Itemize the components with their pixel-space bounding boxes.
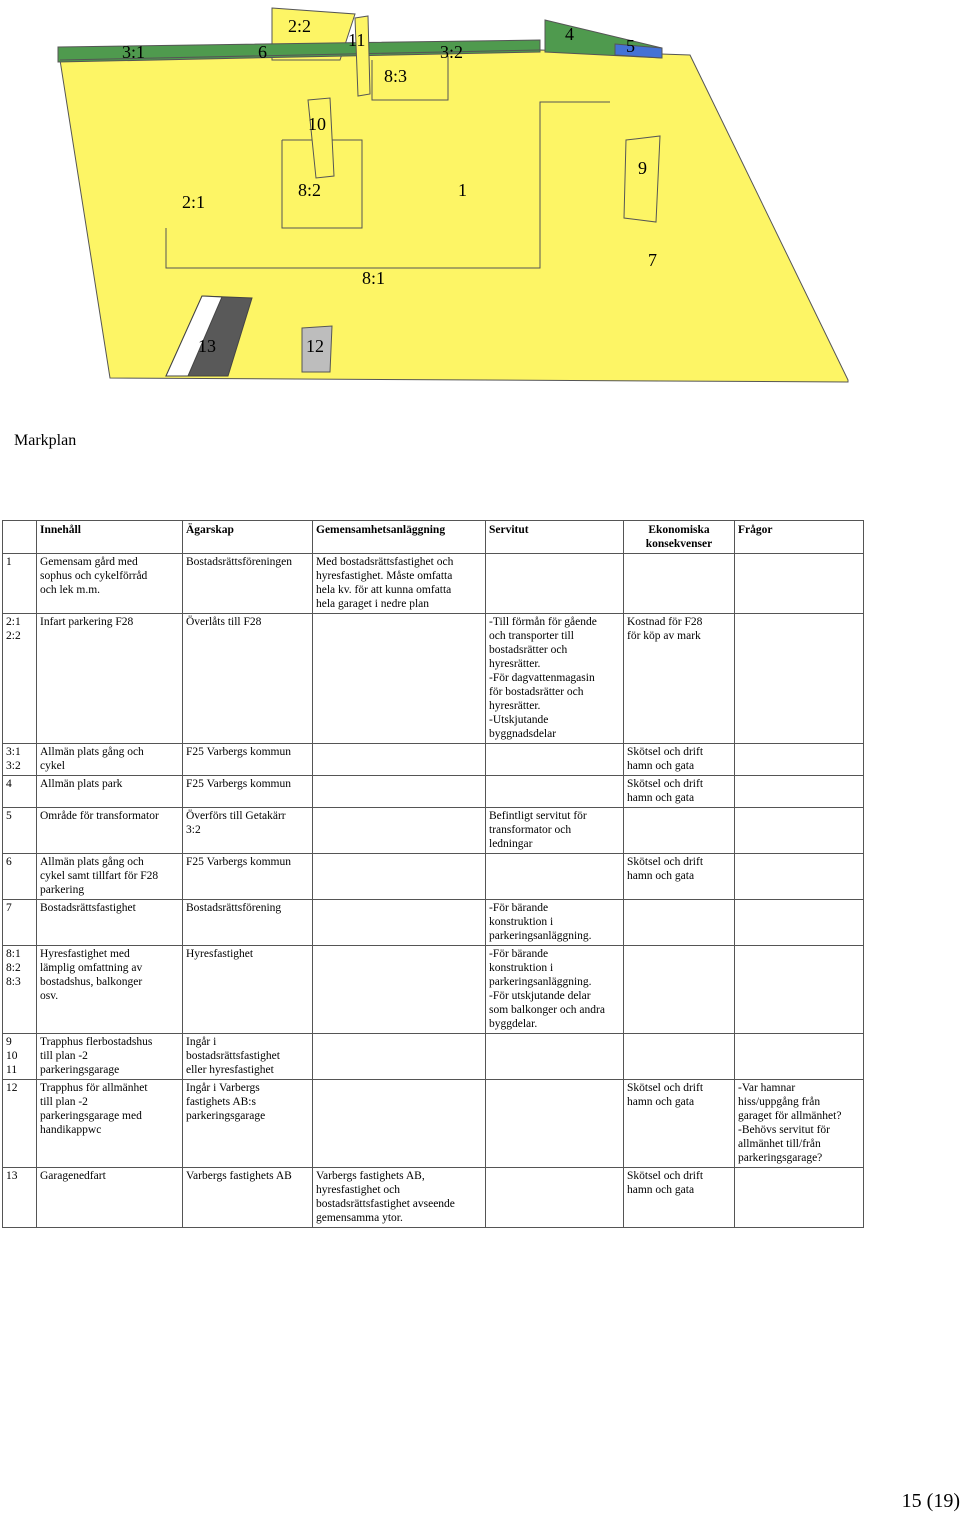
cell-gemensamhet xyxy=(313,614,486,744)
cell-innehall: Bostadsrättsfastighet xyxy=(37,900,183,946)
table-row xyxy=(3,1080,864,1168)
table-row xyxy=(3,1168,864,1228)
cell-fragor: -Var hamnar hiss/uppgång från garaget för allmänhet? -Behövs servitut för allmänhet till/från parkeringsgarage? xyxy=(735,1080,864,1168)
cell-id: 1 xyxy=(3,554,37,614)
cell-ekonomiska: Skötsel och drift hamn och gata xyxy=(624,744,735,776)
plan-label-3-2: 3:2 xyxy=(440,42,464,62)
header-agarskap: Ägarskap xyxy=(183,521,313,554)
cell-servitut: -För bärande konstruktion i parkeringsanläggning. -För utskjutande delar som balkonger och andra byggdelar. xyxy=(486,946,624,1034)
header-id xyxy=(3,521,37,554)
cell-servitut xyxy=(486,744,624,776)
cell-innehall: Hyresfastighet med lämplig omfattning av bostadshus, balkonger osv. xyxy=(37,946,183,1034)
plan-label-8-1: 8:1 xyxy=(362,268,386,288)
cell-innehall: Allmän plats gång och cykel xyxy=(37,744,183,776)
plan-label-9: 9 xyxy=(638,158,647,178)
cell-gemensamhet: Med bostadsrättsfastighet och hyresfastighet. Måste omfatta hela kv. för att kunna omfatta hela garaget i nedre plan xyxy=(313,554,486,614)
table-row xyxy=(3,808,864,854)
plan-label-5: 5 xyxy=(626,36,635,56)
cell-id: 7 xyxy=(3,900,37,946)
cell-servitut xyxy=(486,1168,624,1228)
header-fragor: Frågor xyxy=(735,521,864,554)
cell-fragor xyxy=(735,946,864,1034)
cell-fragor xyxy=(735,744,864,776)
plan-label-8-2: 8:2 xyxy=(298,180,322,200)
cell-ekonomiska: Skötsel och drift hamn och gata xyxy=(624,1080,735,1168)
cell-gemensamhet xyxy=(313,900,486,946)
cell-servitut: Befintligt servitut för transformator och ledningar xyxy=(486,808,624,854)
table-row xyxy=(3,744,864,776)
cell-fragor xyxy=(735,900,864,946)
plan-label-7: 7 xyxy=(648,250,657,270)
cell-fragor xyxy=(735,808,864,854)
plan-label-2-1: 2:1 xyxy=(182,192,206,212)
cell-fragor xyxy=(735,776,864,808)
cell-agarskap: F25 Varbergs kommun xyxy=(183,776,313,808)
cell-innehall: Gemensam gård med sophus och cykelförråd och lek m.m. xyxy=(37,554,183,614)
plan-tower-11 xyxy=(355,16,370,96)
cell-agarskap: F25 Varbergs kommun xyxy=(183,854,313,900)
cell-id: 13 xyxy=(3,1168,37,1228)
table-header-row xyxy=(3,521,864,554)
rights-table xyxy=(2,520,864,1228)
cell-servitut xyxy=(486,1034,624,1080)
table-row xyxy=(3,946,864,1034)
plan-label-8-3: 8:3 xyxy=(384,66,408,86)
plan-label-2-2: 2:2 xyxy=(288,16,312,36)
cell-agarskap: Bostadsrättsföreningen xyxy=(183,554,313,614)
cell-id: 5 xyxy=(3,808,37,854)
plan-tower-9 xyxy=(624,136,660,222)
cell-servitut xyxy=(486,776,624,808)
cell-ekonomiska: Skötsel och drift hamn och gata xyxy=(624,854,735,900)
cell-agarskap: Överförs till Getakärr 3:2 xyxy=(183,808,313,854)
cell-servitut xyxy=(486,1080,624,1168)
cell-innehall: Trapphus för allmänhet till plan -2 parkeringsgarage med handikappwc xyxy=(37,1080,183,1168)
cell-id: 8:1 8:2 8:3 xyxy=(3,946,37,1034)
cell-id: 9 10 11 xyxy=(3,1034,37,1080)
cell-ekonomiska xyxy=(624,900,735,946)
plan-label-3-1: 3:1 xyxy=(122,42,146,62)
cell-gemensamhet xyxy=(313,1034,486,1080)
cell-fragor xyxy=(735,554,864,614)
cell-agarskap: Överlåts till F28 xyxy=(183,614,313,744)
cell-agarskap: Hyresfastighet xyxy=(183,946,313,1034)
cell-gemensamhet xyxy=(313,808,486,854)
cell-ekonomiska: Kostnad för F28 för köp av mark xyxy=(624,614,735,744)
cell-id: 3:1 3:2 xyxy=(3,744,37,776)
cell-id: 4 xyxy=(3,776,37,808)
cell-fragor xyxy=(735,854,864,900)
cell-agarskap: Varbergs fastighets AB xyxy=(183,1168,313,1228)
table-row xyxy=(3,614,864,744)
cell-fragor xyxy=(735,1034,864,1080)
cell-agarskap: Ingår i bostadsrättsfastighet eller hyresfastighet xyxy=(183,1034,313,1080)
cell-innehall: Infart parkering F28 xyxy=(37,614,183,744)
plan-label-4: 4 xyxy=(565,24,574,44)
cell-innehall: Allmän plats gång och cykel samt tillfart för F28 parkering xyxy=(37,854,183,900)
cell-ekonomiska: Skötsel och drift hamn och gata xyxy=(624,776,735,808)
plan-label-11: 11 xyxy=(348,30,366,50)
cell-ekonomiska xyxy=(624,946,735,1034)
cell-innehall: Område för transformator xyxy=(37,808,183,854)
cell-gemensamhet: Varbergs fastighets AB, hyresfastighet och bostadsrättsfastighet avseende gemensamma ytor. xyxy=(313,1168,486,1228)
cell-servitut xyxy=(486,554,624,614)
cell-ekonomiska: Skötsel och drift hamn och gata xyxy=(624,1168,735,1228)
header-ekonomiska: Ekonomiska konsekvenser xyxy=(624,521,735,554)
cell-innehall: Garagenedfart xyxy=(37,1168,183,1228)
table-row xyxy=(3,776,864,808)
cell-servitut xyxy=(486,854,624,900)
cell-id: 2:1 2:2 xyxy=(3,614,37,744)
cell-gemensamhet xyxy=(313,776,486,808)
plan-ground xyxy=(60,50,848,382)
plan-label-6: 6 xyxy=(258,42,267,62)
cell-ekonomiska xyxy=(624,808,735,854)
cell-id: 6 xyxy=(3,854,37,900)
site-plan-drawing xyxy=(0,0,960,400)
table-row xyxy=(3,900,864,946)
plan-label-10: 10 xyxy=(308,114,326,134)
cell-fragor xyxy=(735,614,864,744)
cell-agarskap: F25 Varbergs kommun xyxy=(183,744,313,776)
header-servitut: Servitut xyxy=(486,521,624,554)
cell-fragor xyxy=(735,1168,864,1228)
cell-agarskap: Ingår i Varbergs fastighets AB:s parkeringsgarage xyxy=(183,1080,313,1168)
table-row xyxy=(3,854,864,900)
plan-label-1: 1 xyxy=(458,180,467,200)
cell-gemensamhet xyxy=(313,946,486,1034)
cell-servitut: -Till förmån för gående och transporter till bostadsrätter och hyresrätter. -För dagvattenmagasin för bostadsrätter och hyresrätter. -Utskjutande byggnadsdelar xyxy=(486,614,624,744)
cell-ekonomiska xyxy=(624,554,735,614)
page-number: 15 (19) xyxy=(901,1490,960,1512)
plan-caption: Markplan xyxy=(14,432,77,449)
cell-ekonomiska xyxy=(624,1034,735,1080)
plan-label-12: 12 xyxy=(306,336,324,356)
cell-gemensamhet xyxy=(313,744,486,776)
cell-innehall: Trapphus flerbostadshus till plan -2 parkeringsgarage xyxy=(37,1034,183,1080)
cell-servitut: -För bärande konstruktion i parkeringsanläggning. xyxy=(486,900,624,946)
header-innehall: Innehåll xyxy=(37,521,183,554)
table-row xyxy=(3,554,864,614)
plan-label-13: 13 xyxy=(198,336,216,356)
cell-gemensamhet xyxy=(313,854,486,900)
cell-agarskap: Bostadsrättsförening xyxy=(183,900,313,946)
cell-id: 12 xyxy=(3,1080,37,1168)
cell-innehall: Allmän plats park xyxy=(37,776,183,808)
table-row xyxy=(3,1034,864,1080)
header-gemensamhet: Gemensamhetsanläggning xyxy=(313,521,486,554)
cell-gemensamhet xyxy=(313,1080,486,1168)
